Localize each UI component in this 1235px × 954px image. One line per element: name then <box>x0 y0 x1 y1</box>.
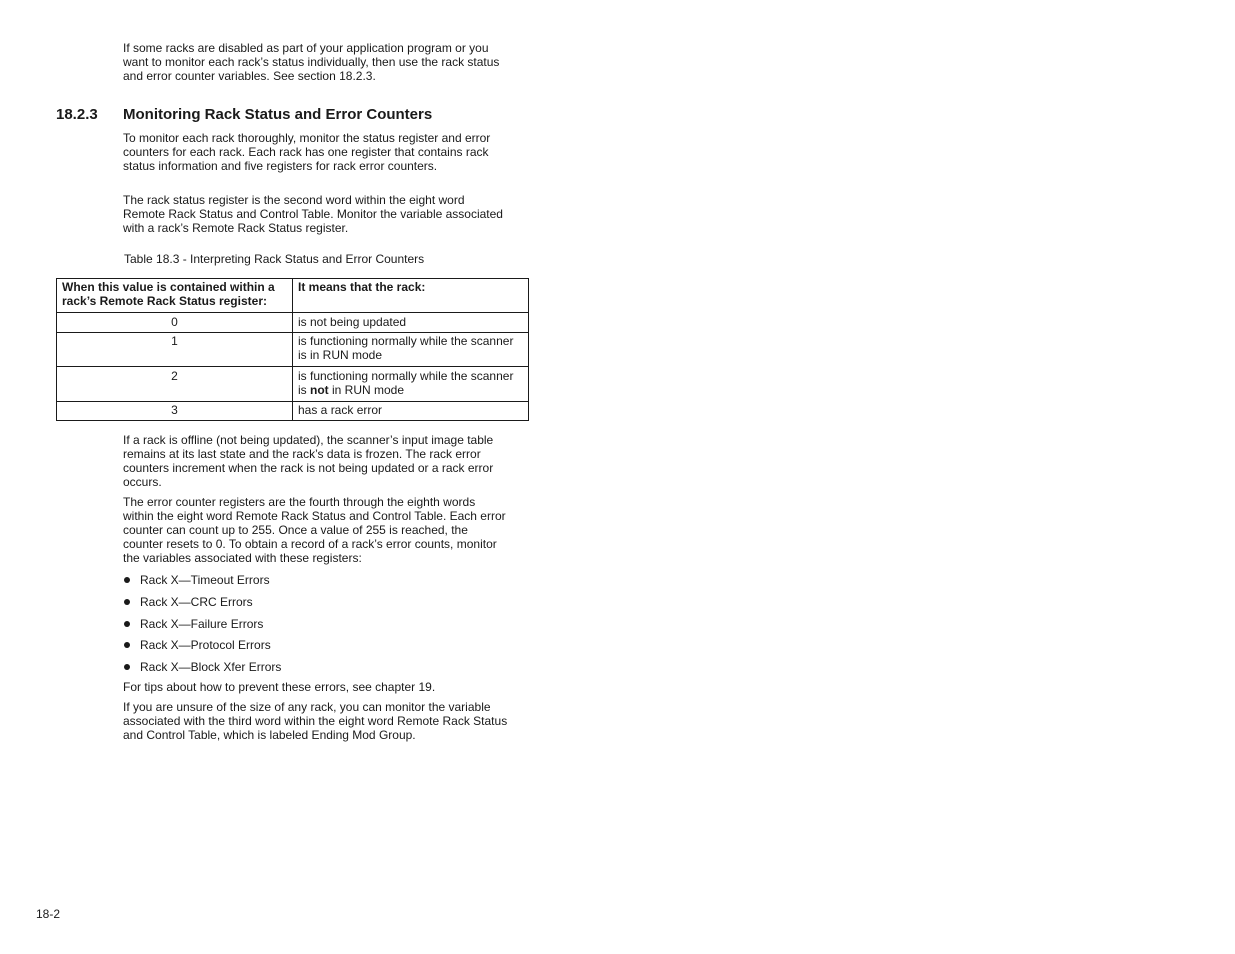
table-cell-meaning: has a rack error <box>293 402 529 421</box>
table-cell-meaning: is not being updated <box>293 313 529 333</box>
list-item-text: Rack X—CRC Errors <box>140 595 253 609</box>
table-cell-meaning <box>293 367 529 402</box>
table-cell-meaning: is functioning normally while the scanner is in RUN mode <box>293 333 529 367</box>
table-row <box>57 367 529 402</box>
paragraph-error-counters: The error counter registers are the fourth through the eighth words within the eight word Remote Rack Status and Control Table. Each error counter can count up to 255. Once a value of 255 is reached, the counter resets to 0. To obtain a record of a rack’s error counts, monitor the variables associated with these registers: <box>123 495 506 565</box>
table-row <box>57 333 529 367</box>
list-item-text: Rack X—Failure Errors <box>140 617 264 631</box>
list-item-text: Rack X—Block Xfer Errors <box>140 660 282 674</box>
paragraph-rack-size: If you are unsure of the size of any rack, you can monitor the variable associated with the third word within the eight word Remote Rack Status and Control Table, which is labeled Ending Mod Group. <box>123 700 508 742</box>
bullet-icon <box>124 577 130 583</box>
table-caption: Table 18.3 - Interpreting Rack Status and Error Counters <box>124 252 425 266</box>
table-header-row <box>57 279 529 313</box>
paragraph-status-register: The rack status register is the second word within the eight word Remote Rack Status and Control Table. Monitor the variable associated with a rack’s Remote Rack Status register. <box>123 193 503 235</box>
paragraph-tips: For tips about how to prevent these errors, see chapter 19. <box>123 680 436 694</box>
table-row <box>57 402 529 421</box>
meaning-text-before: is functioning normally while the scanner is <box>298 369 514 397</box>
list-item-text: Rack X—Timeout Errors <box>140 573 270 587</box>
table-header-meaning: It means that the rack: <box>293 279 529 313</box>
paragraph-rack-offline: If a rack is offline (not being updated), the scanner’s input image table remains at its last state and the rack’s data is frozen. The rack error counters increment when the rack is not being updated or a rack error occurs. <box>123 433 494 489</box>
bullet-icon <box>124 664 130 670</box>
table-cell-value: 2 <box>57 367 293 402</box>
table-cell-value: 3 <box>57 402 293 421</box>
intro-paragraph: If some racks are disabled as part of your application program or you want to monitor each rack’s status individually, then use the rack status and error counter variables. See section 18.2.3. <box>123 41 500 83</box>
page-number: 18-2 <box>36 907 61 921</box>
section-title: Monitoring Rack Status and Error Counters <box>123 106 433 123</box>
bullet-icon <box>124 642 130 648</box>
table-header-value: When this value is contained within a rack’s Remote Rack Status register: <box>57 279 293 313</box>
meaning-text-after: in RUN mode <box>328 383 405 397</box>
bullet-icon <box>124 599 130 605</box>
bullet-icon <box>124 621 130 627</box>
rack-status-table <box>56 278 529 421</box>
meaning-text-bold: not <box>310 383 329 397</box>
table-cell-value: 1 <box>57 333 293 367</box>
list-item-text: Rack X—Protocol Errors <box>140 638 271 652</box>
paragraph-monitor-racks: To monitor each rack thoroughly, monitor the status register and error counters for each rack. Each rack has one register that contains rack status information and five registers for rack error counters. <box>123 131 491 173</box>
table-row <box>57 313 529 333</box>
table-cell-value: 0 <box>57 313 293 333</box>
section-number: 18.2.3 <box>56 106 98 123</box>
